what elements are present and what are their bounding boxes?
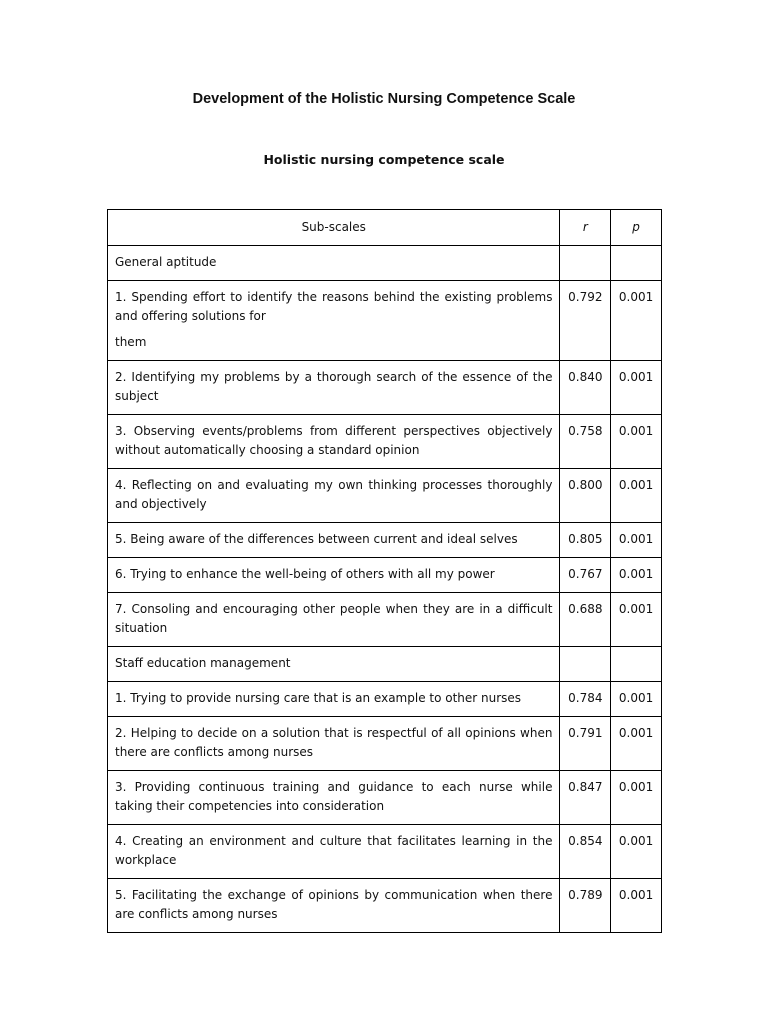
table-row	[108, 361, 662, 415]
document-title: Development of the Holistic Nursing Competence Scale	[192, 91, 576, 107]
table-caption: Holistic nursing competence scale	[263, 152, 505, 167]
table-row	[108, 558, 662, 593]
section-title: General aptitude	[108, 246, 560, 281]
item-p: 0.001	[611, 879, 662, 933]
item-p: 0.001	[611, 593, 662, 647]
item-p: 0.001	[611, 415, 662, 469]
item-text: 4. Creating an environment and culture that facilitates learning in the workplace	[108, 825, 560, 879]
item-r: 0.789	[560, 879, 611, 933]
item-r: 0.840	[560, 361, 611, 415]
item-r: 0.805	[560, 523, 611, 558]
table-row	[108, 523, 662, 558]
item-r: 0.854	[560, 825, 611, 879]
item-text: 1. Trying to provide nursing care that is an example to other nurses	[108, 682, 560, 717]
item-r: 0.791	[560, 717, 611, 771]
item-p: 0.001	[611, 682, 662, 717]
item-r: 0.800	[560, 469, 611, 523]
table-row	[108, 771, 662, 825]
item-p: 0.001	[611, 469, 662, 523]
table-row	[108, 469, 662, 523]
item-text: 3. Providing continuous training and guidance to each nurse while taking their competencies into consideration	[108, 771, 560, 825]
section-title: Staff education management	[108, 647, 560, 682]
item-p: 0.001	[611, 825, 662, 879]
item-r: 0.767	[560, 558, 611, 593]
item-p: 0.001	[611, 558, 662, 593]
item-text-continuation: them	[115, 335, 147, 349]
item-text: 6. Trying to enhance the well-being of others with all my power	[108, 558, 560, 593]
section-row	[108, 647, 662, 682]
item-p: 0.001	[611, 523, 662, 558]
item-text: 5. Being aware of the differences between current and ideal selves	[108, 523, 560, 558]
table-row	[108, 415, 662, 469]
table-row	[108, 281, 662, 361]
table-row	[108, 717, 662, 771]
item-text: 7. Consoling and encouraging other people when they are in a difficult situation	[108, 593, 560, 647]
table-row	[108, 825, 662, 879]
table-row	[108, 593, 662, 647]
table-header-row	[108, 210, 662, 246]
item-text: 2. Identifying my problems by a thorough search of the essence of the subject	[108, 361, 560, 415]
header-p: p	[611, 210, 662, 246]
item-r: 0.758	[560, 415, 611, 469]
item-r: 0.847	[560, 771, 611, 825]
item-text-main: 1. Spending effort to identify the reasons behind the existing problems and offering solutions for	[115, 290, 553, 323]
item-text: 3. Observing events/problems from different perspectives objectively without automatically choosing a standard opinion	[108, 415, 560, 469]
item-p: 0.001	[611, 281, 662, 361]
header-subscales: Sub-scales	[108, 210, 560, 246]
item-r: 0.784	[560, 682, 611, 717]
item-text: 2. Helping to decide on a solution that is respectful of all opinions when there are conflicts among nurses	[108, 717, 560, 771]
table-row	[108, 879, 662, 933]
competence-table	[107, 209, 662, 933]
item-text: 5. Facilitating the exchange of opinions by communication when there are conflicts among nurses	[108, 879, 560, 933]
item-text: 4. Reflecting on and evaluating my own thinking processes thoroughly and objectively	[108, 469, 560, 523]
item-r: 0.688	[560, 593, 611, 647]
item-text	[108, 281, 560, 361]
section-row	[108, 246, 662, 281]
item-p: 0.001	[611, 361, 662, 415]
item-p: 0.001	[611, 717, 662, 771]
header-r: r	[560, 210, 611, 246]
table-row	[108, 682, 662, 717]
item-r: 0.792	[560, 281, 611, 361]
item-p: 0.001	[611, 771, 662, 825]
